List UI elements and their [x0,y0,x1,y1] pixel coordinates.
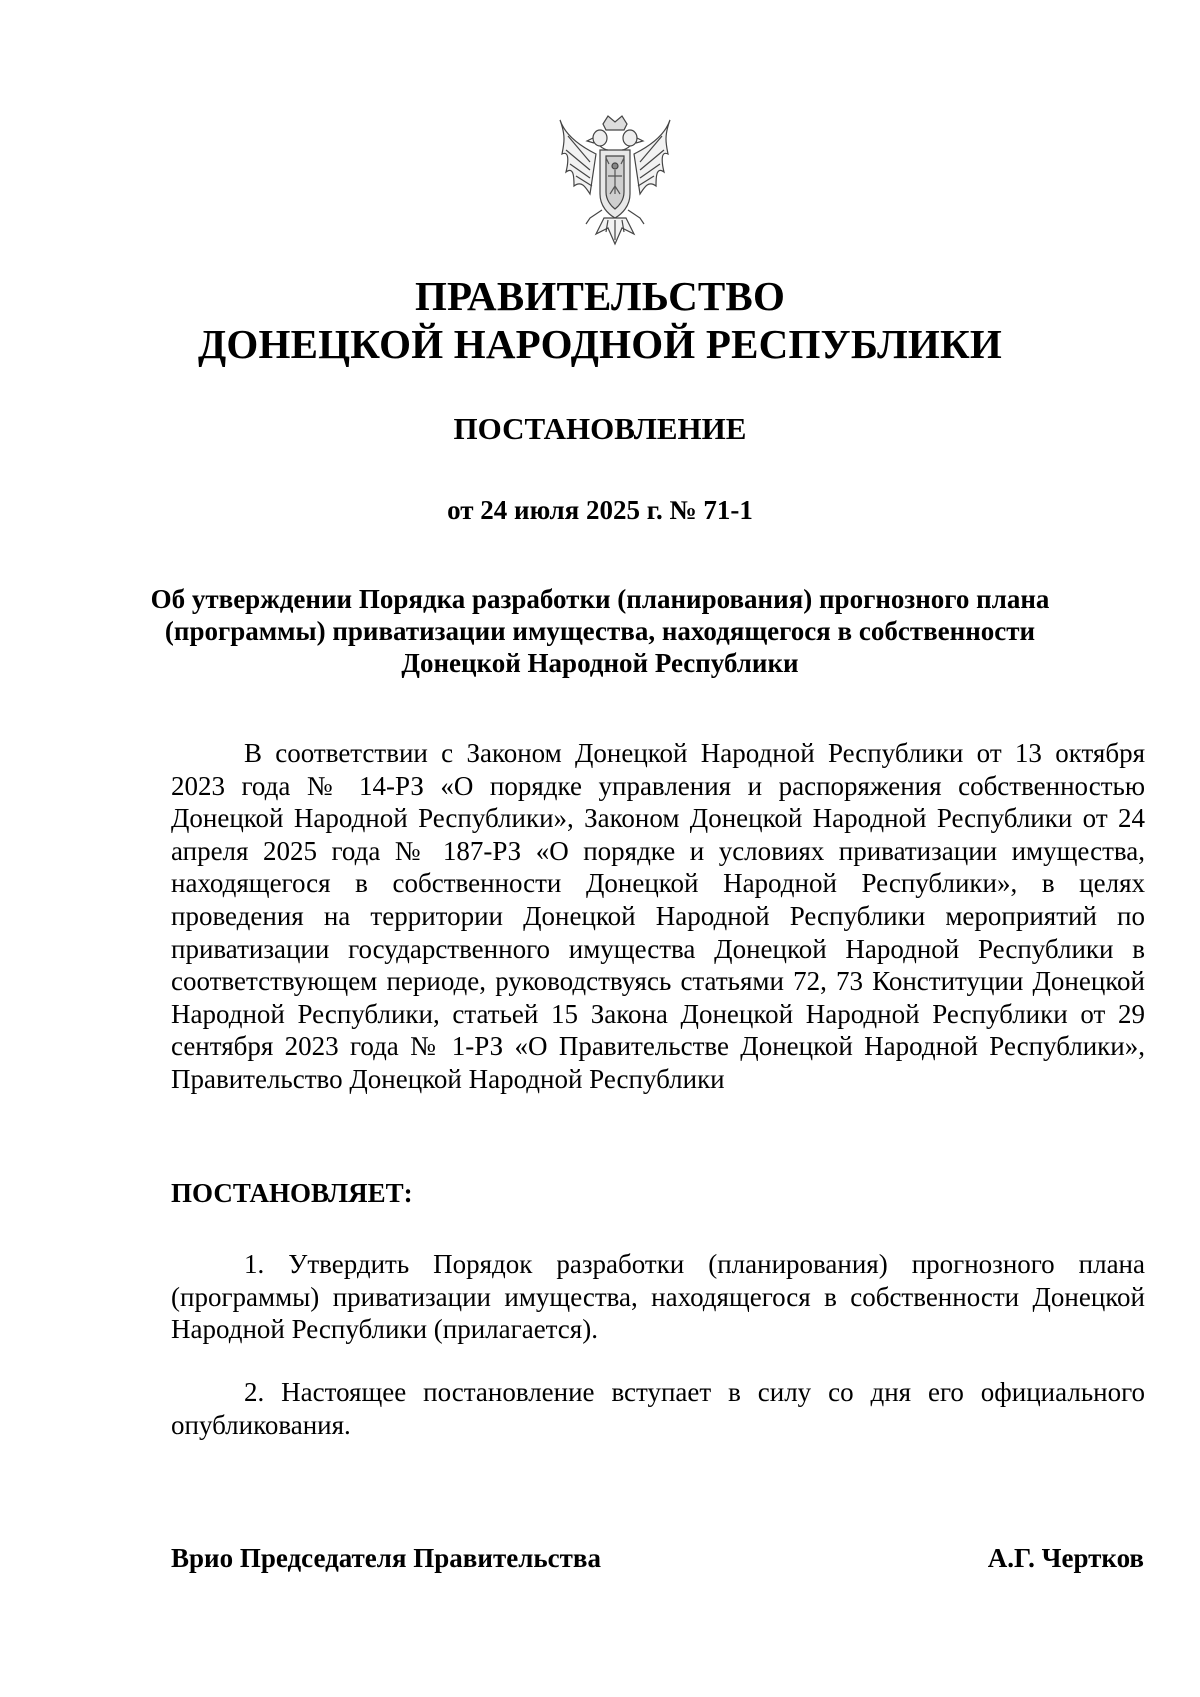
signatory-name: А.Г. Чертков [987,1543,1144,1573]
resolution-item: 1. Утвердить Порядок разработки (планирования) прогнозного плана (программы) приватизации имущества, находящегося в собственности Донецкой Народной Республики (прилагается). [171,1249,1145,1345]
resolves-heading: ПОСТАНОВЛЯЕТ: [171,1178,413,1208]
government-title-line2: ДОНЕЦКОЙ НАРОДНОЙ РЕСПУБЛИКИ [198,321,1002,367]
document-date-number: от 24 июля 2025 г. № 71-1 [447,495,753,525]
signatory-position: Врио Председателя Правительства [171,1543,601,1573]
resolution-item: 2. Настоящее постановление вступает в силу со дня его официального опубликования. [171,1377,1145,1440]
preamble-paragraph: В соответствии с Законом Донецкой Народной Республики от 13 октября 2023 года № 14-РЗ «О порядке управления и распоряжения собственностью Донецкой Народной Республики», Законом Донецкой Народной Республики от 24 апреля 2025 года № 187-РЗ «О порядке и условиях приватизации имущества, находящегося в собственности Донецкой Народной Республики», в целях проведения на территории Донецкой Народной Республики мероприятий по приватизации государственного имущества Донецкой Народной Республики в соответствующем периоде, руководствуясь статьями 72, 73 Конституции Донецкой Народной Республики, статьей 15 Закона Донецкой Народной Республики от 29 сентября 2023 года № 1-РЗ «О Правительстве Донецкой Народной Республики», Правительство Донецкой Народной Республики [171,738,1145,1094]
document-type: ПОСТАНОВЛЕНИЕ [453,411,747,446]
government-title-line1: ПРАВИТЕЛЬСТВО [414,273,786,319]
coat-of-arms-icon [556,114,674,250]
document-subject: Об утверждении Порядка разработки (планирования) прогнозного плана (программы) приватизации имущества, находящегося в собственности Донецкой Народной Республики [150,584,1050,678]
